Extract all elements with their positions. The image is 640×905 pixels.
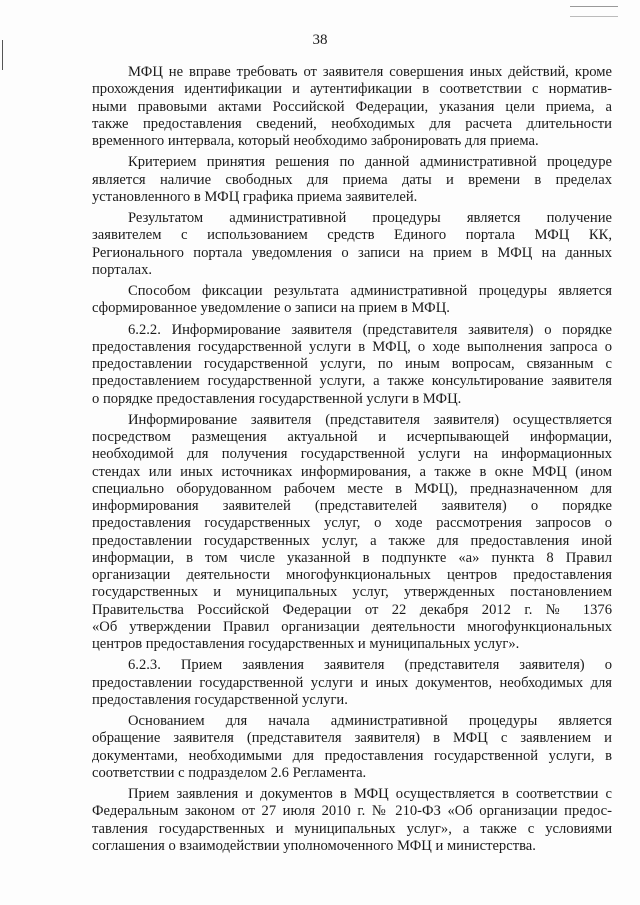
text-line: Прием заявления и документов в МФЦ осуществляется в соответствии с (128, 786, 612, 802)
text-line: специально оборудованном рабочем месте в МФЦ), предназначенном для (92, 480, 612, 497)
text-line: порталах. (92, 261, 153, 278)
text-line: 6.2.2. Информирование заявителя (представителя заявителя) о порядке (128, 321, 612, 338)
text-line: предоставления государственной услуги. (92, 691, 348, 708)
paragraph (92, 283, 612, 318)
text-line: государственных и муниципальных услуг, утвержденных постановлением (92, 584, 612, 601)
scan-corner-mark (570, 16, 618, 17)
paragraph (92, 64, 612, 150)
text-line: стендах или иных источниках информирования, а также в окне МФЦ (ином (92, 463, 612, 480)
text-line: предоставлением государственной услуги, а также консультирование заявителя (92, 373, 612, 390)
paragraph (92, 713, 612, 782)
text-line: «Об утверждении Правил организации деятельности многофункциональных (92, 618, 612, 635)
paragraph (92, 154, 612, 206)
text-line: установленного в МФЦ графика приема заявителей. (92, 188, 418, 205)
text-line: о порядке предоставления государственной услуги в МФЦ. (92, 390, 462, 407)
text-line: Результатом административной процедуры является получение (128, 210, 612, 226)
text-line: является наличие свободных для приема даты и времени в пределах (92, 171, 612, 188)
text-line: необходимой для получения государственной услуги на информационных (92, 446, 612, 463)
text-line: Информирование заявителя (представителя заявителя) осуществляется (128, 411, 612, 428)
text-line: обращение заявителя (представителя заявителя) в МФЦ с заявлением и (92, 730, 612, 747)
text-line: организации деятельности многофункциональных центров предоставления (92, 567, 612, 583)
text-line: Критерием принятия решения по данной административной процедуре (128, 154, 612, 171)
text-line: посредством размещения актуальной и исчерпывающей информации, (92, 429, 612, 445)
text-line: временного интервала, который необходимо забронировать для приема. (92, 133, 539, 149)
text-line: центров предоставления государственных и муниципальных услуг». (92, 636, 520, 652)
text-line: тавления государственных и муниципальных услуг», а также с условиями (92, 820, 612, 837)
text-line: предоставлении государственной услуги, по иным вопросам, связанным с (92, 356, 612, 372)
paragraph (92, 657, 612, 709)
text-line: Основанием для начала административной процедуры является (128, 713, 612, 729)
text-line: 6.2.3. Прием заявления заявителя (представителя заявителя) о (128, 657, 612, 674)
text-line: заявителем с использованием средств Единого портала МФЦ КК, (92, 227, 612, 244)
scan-corner-mark (570, 6, 618, 7)
text-line: ными правовыми актами Российской Федерации, указания цели приема, а (92, 98, 612, 115)
text-line: соответствии с подразделом 2.6 Регламента. (92, 764, 367, 781)
page-number: 38 (312, 32, 328, 48)
paragraph (92, 210, 612, 279)
text-line: Способом фиксации результата административной процедуры является (128, 283, 612, 299)
text-line: Федеральным законом от 27 июля 2010 г. № 210-ФЗ «Об организации предос- (92, 803, 612, 820)
text-line: сформированное уведомление о записи на прием в МФЦ. (92, 300, 450, 317)
paragraph (92, 322, 612, 408)
text-line: предоставлении государственных услуг, а также для предоставления иной (92, 532, 612, 549)
text-line: МФЦ не вправе требовать от заявителя совершения иных действий, кроме (128, 64, 612, 80)
text-line: документами, необходимыми для предоставления государственной услуги, в (92, 747, 612, 764)
text-line: также предоставления сведений, необходимых для расчета длительности (92, 115, 612, 132)
paragraph (92, 412, 612, 654)
document-body (92, 64, 612, 859)
text-line: предоставления государственных услуг, о ходе рассмотрения запросов о (92, 515, 612, 532)
text-line: прохождения идентификации и аутентификации в соответствии с норматив- (92, 81, 612, 98)
text-line: Правительства Российской Федерации от 22 декабря 2012 г. № 1376 (92, 601, 612, 618)
text-line: информации, в том числе указанной в подпункте «а» пункта 8 Правил (92, 549, 612, 566)
text-line: информирования заявителей (представителей заявителя) о порядке (92, 498, 612, 514)
text-line: предоставления государственной услуги в МФЦ, о ходе выполнения запроса о (92, 338, 612, 355)
text-line: соглашения о взаимодействии уполномоченного МФЦ и министерства. (92, 837, 536, 854)
text-line: Регионального портала уведомления о записи на прием в МФЦ на данных (92, 244, 612, 261)
paragraph (92, 786, 612, 855)
text-line: предоставлении государственной услуги и иных документов, необходимых для (92, 674, 612, 691)
